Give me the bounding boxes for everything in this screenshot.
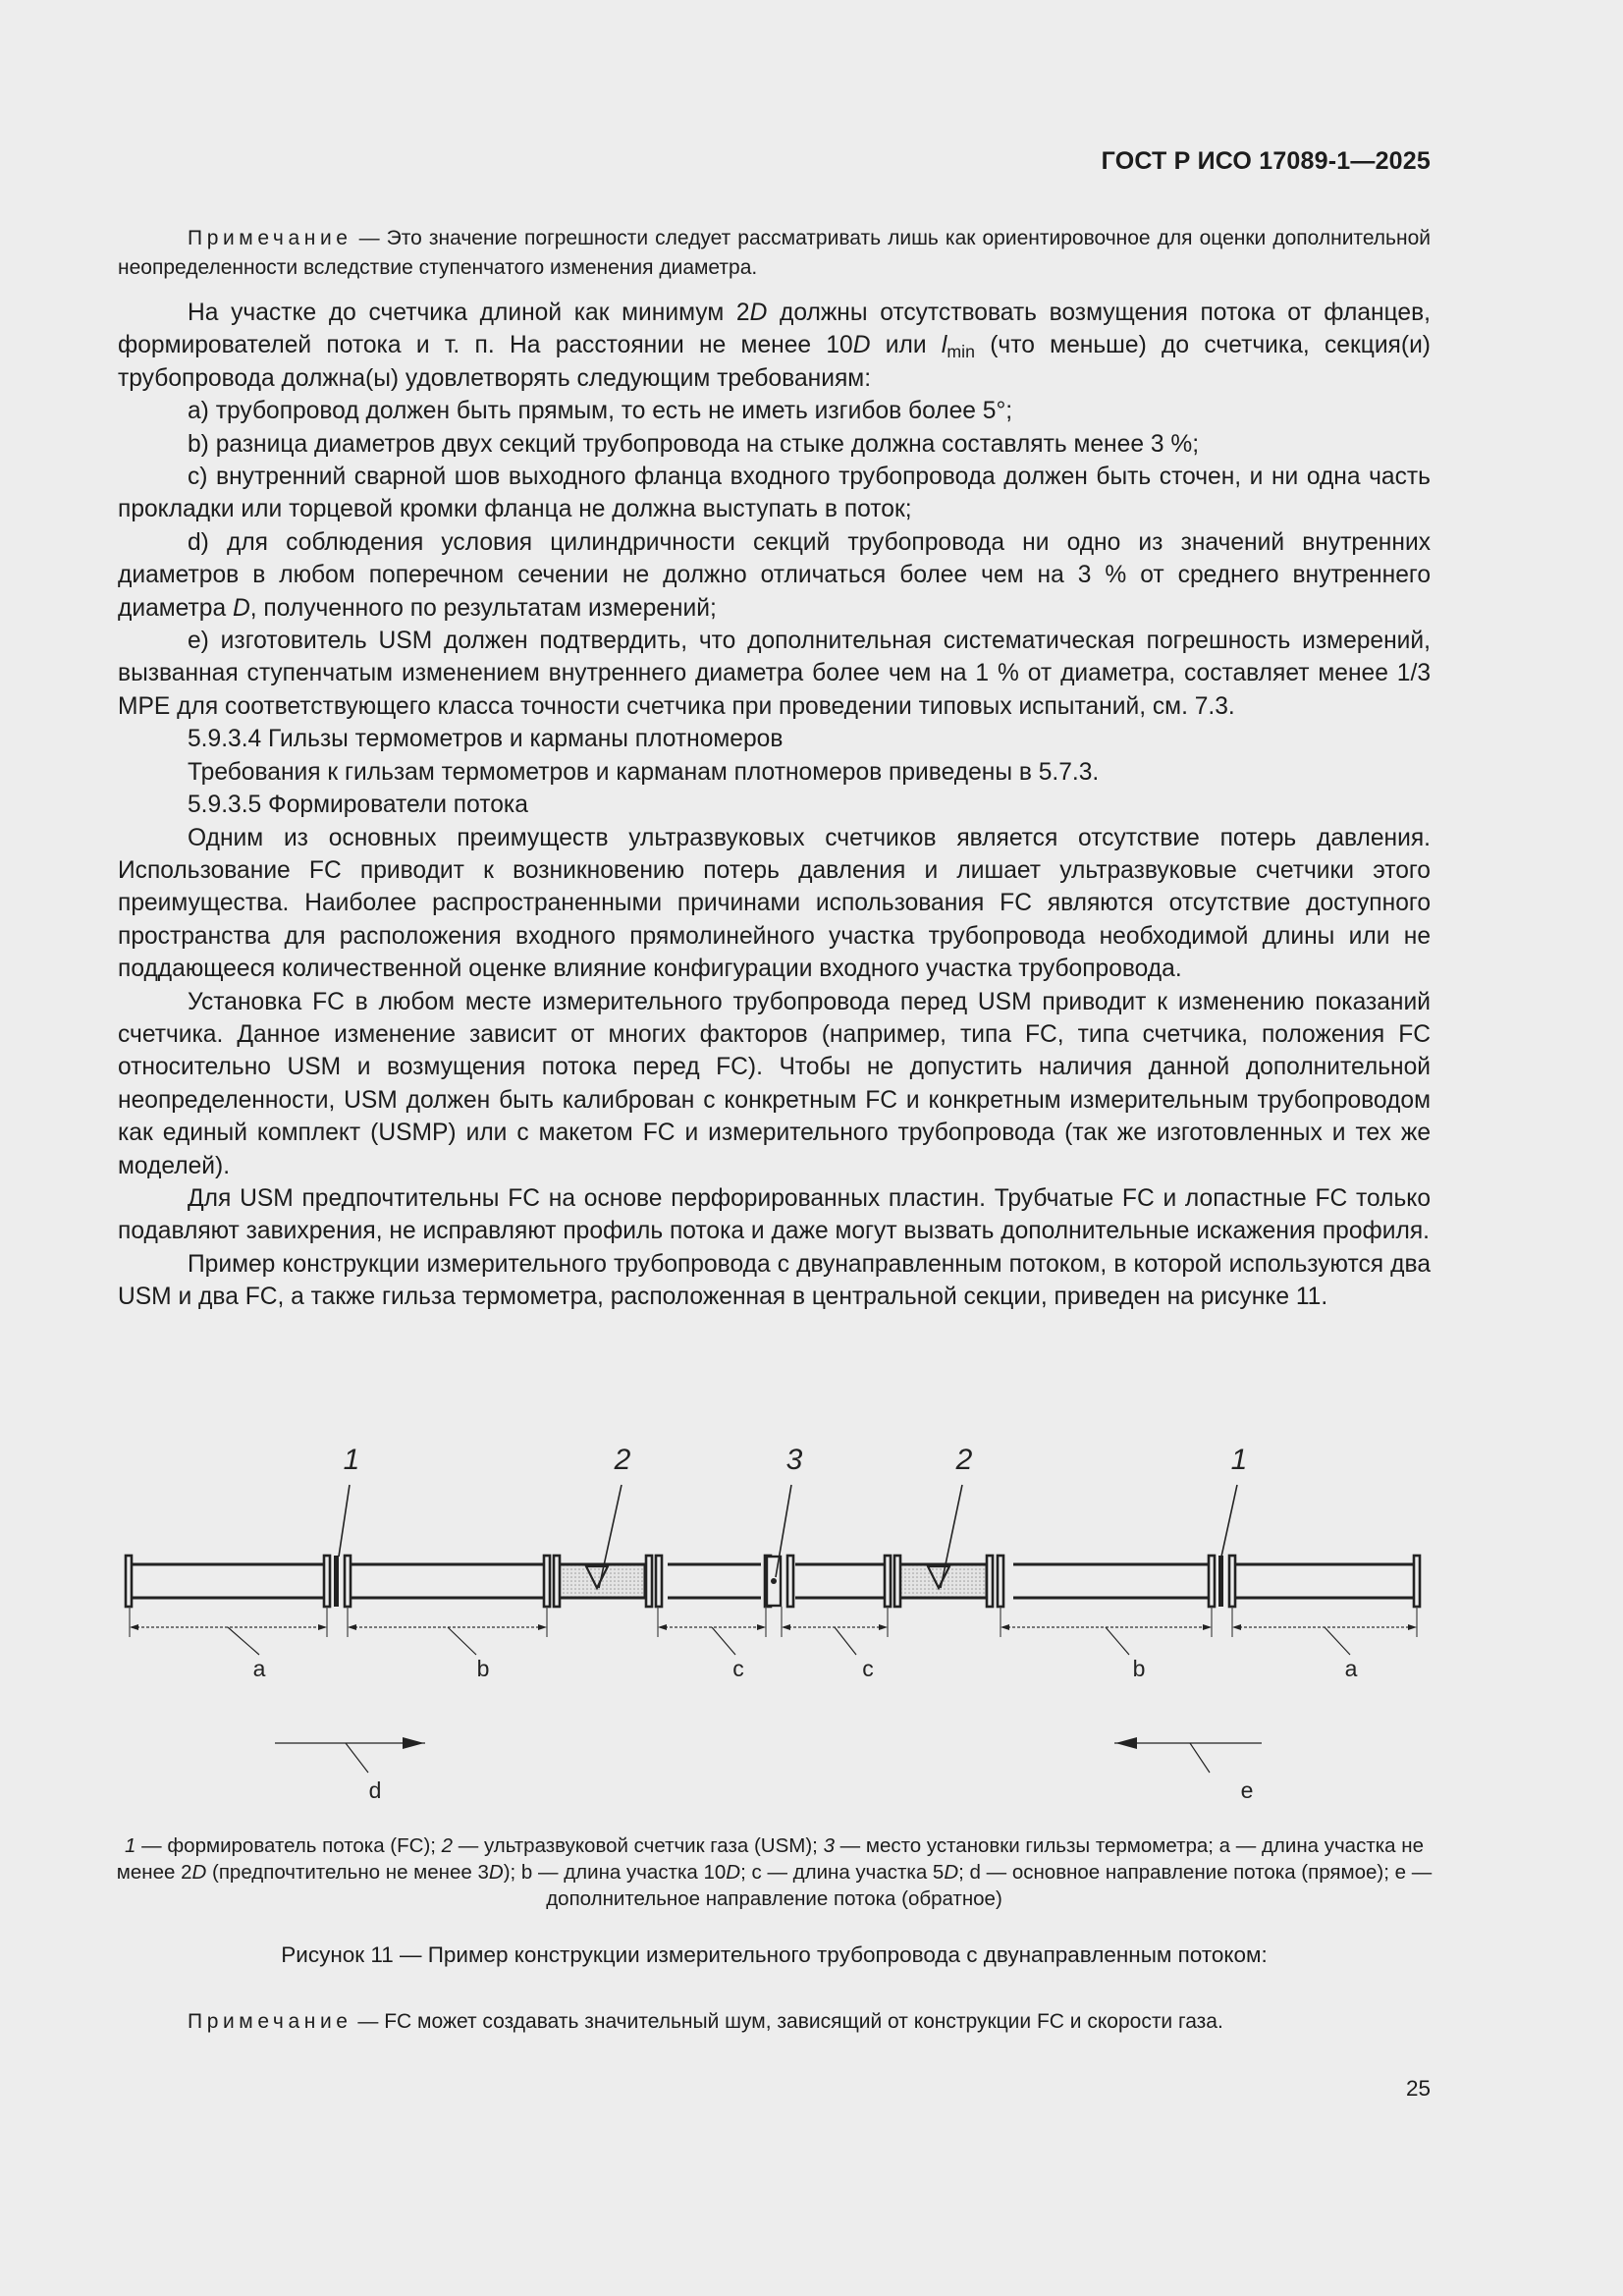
list-item-c: c) внутренний сварной шов выходного фланца входного трубопровода должен быть сточен, и ни одна часть прокладки или торцевой кромки фланца не должна выступать в поток; (118, 464, 1431, 523)
list-item-a: а) трубопровод должен быть прямым, то есть не иметь изгибов более 5°; (188, 398, 1013, 425)
dim-label-c-left: c (732, 1656, 744, 1681)
var-d: D (233, 594, 250, 622)
text-run: — место установки гильзы термометра; а — длина участка не менее 2 (116, 1834, 1424, 1884)
var-l: l (941, 332, 947, 359)
callout-2-right: 2 (955, 1444, 973, 1476)
text-run: ); b — длина участка 10 (503, 1861, 727, 1884)
text-run: — формирователь потока (FC); (135, 1834, 442, 1857)
section-5935-para-1: Одним из основных преимуществ ультразвуковых счетчиков является отсутствие потерь давления. Использование FC приводит к возникновению потерь давления и лишает ультразвуковые счетчики этого преимущества. Наиболее распространенными причинами использования FC являются отсутствие доступного пространства для расположения входного прямолинейного участка трубопровода необходимой длины или не поддающееся количественной оценке влияние конфигурации входного участка трубопровода. (118, 824, 1431, 983)
var-d: D (852, 332, 871, 359)
text-run: должны отсутствовать возмущения потока от фланцев, формирователей потока и т. п. На расстоянии не менее 10 (118, 300, 1432, 359)
note-text: — FC может создавать значительный шум, зависящий от конструкции FC и скорости газа. (352, 2010, 1223, 2033)
text-run: (что меньше) до счетчика, секция(и) трубопровода должна(ы) удовлетворять следующим требованиям: (118, 332, 1431, 392)
subscript-min: min (947, 342, 975, 362)
text-run: (предпочтительно не менее 3 (206, 1861, 489, 1884)
pipeline-diagram (118, 1434, 1434, 1807)
dim-label-b-left: b (476, 1656, 490, 1681)
text-run: или (870, 332, 942, 359)
note-2 (118, 2007, 1431, 2037)
var-d: D (944, 1861, 959, 1884)
figure-legend (114, 1832, 1434, 1912)
section-heading-5934: 5.9.3.4 Гильзы термометров и карманы плотномеров (188, 726, 784, 753)
var-d: D (726, 1861, 741, 1884)
callout-3: 3 (785, 1444, 803, 1476)
callout-1-left: 1 (343, 1444, 360, 1476)
callout-1-right: 1 (1230, 1444, 1248, 1476)
figure-11 (118, 1434, 1434, 1807)
figure-caption: Рисунок 11 — Пример конструкции измерительного трубопровода с двунаправленным потоком: (281, 1942, 1268, 1967)
flow-label-e: e (1240, 1777, 1254, 1803)
dim-label-c-right: c (862, 1656, 874, 1681)
section-5935-para-3: Для USM предпочтительны FC на основе перфорированных пластин. Трубчатые FC и лопастные FC только подавляют завихрения, не исправляют профиль потока и даже могут вызвать дополнительные искажения профиля. (118, 1184, 1431, 1245)
section-5935-para-2: Установка FC в любом месте измерительного трубопровода перед USM приводит к изменению показаний счетчика. Данное изменение зависит от многих факторов (например, типа FC, типа счетчика, положения FC относительно USM и возмущения потока перед FC). Чтобы не допустить наличия данной дополнительной неопределенности, USM должен быть калиброван с конкретным FC и конкретным измерительным трубопроводом как единый комплект (USMP) или с макетом FC и измерительного трубопровода (так же изготовленных и тех же моделей). (118, 988, 1431, 1179)
section-5934-text: Требования к гильзам термометров и карманам плотномеров приведены в 5.7.3. (188, 758, 1100, 786)
legend-num: 3 (823, 1834, 835, 1857)
legend-num: 1 (125, 1834, 136, 1857)
callout-2-left: 2 (614, 1444, 631, 1476)
text-run: — ультразвуковой счетчик газа (USM); (453, 1834, 824, 1857)
page-number: 25 (1405, 2076, 1431, 2101)
note-text: — Это значение погрешности следует рассматривать лишь как ориентировочное для оценки дополнительной неопределенности вследствие ступенчатого изменения диаметра. (118, 227, 1431, 279)
var-d: D (749, 300, 768, 326)
text-run: ; d — основное направление потока (прямое); е — дополнительное направление потока (обратное) (546, 1861, 1433, 1910)
document-header: ГОСТ Р ИСО 17089-1—2025 (1101, 147, 1431, 175)
paragraph-intro (118, 297, 1431, 395)
dim-label-b-right: b (1132, 1656, 1146, 1681)
body-text (118, 224, 1431, 1314)
list-item-d (118, 526, 1431, 625)
var-d: D (191, 1861, 207, 1884)
text-run: , полученного по результатам измерений; (249, 594, 717, 622)
text-run: ; с — длина участка 5 (740, 1861, 945, 1884)
text-run: На участке до счетчика длиной как минимум 2 (188, 300, 750, 326)
dim-label-a-left: a (252, 1656, 266, 1681)
flow-label-d: d (368, 1777, 382, 1803)
list-item-e: е) изготовитель USM должен подтвердить, что дополнительная систематическая погрешность измерений, вызванная ступенчатым изменением внутреннего диаметра более чем на 1 % от диаметра, составляет менее 1/3 MPE для соответствующего класса точности счетчика при проведении типовых испытаний, см. 7.3. (118, 628, 1431, 720)
flow-conditioner-plate (1218, 1556, 1223, 1607)
text-run: d) для соблюдения условия цилиндричности секций трубопровода ни одно из значений внутренних диаметров в любом поперечном сечении не должно отличаться более чем на 3 % от среднего внутреннего диаметра (118, 528, 1431, 622)
note-label: Примечание (188, 227, 352, 249)
legend-num: 2 (441, 1834, 454, 1857)
flow-conditioner-plate (334, 1556, 339, 1607)
section-heading-5935: 5.9.3.5 Формирователи потока (188, 792, 528, 819)
list-item-b: b) разница диаметров двух секций трубопровода на стыке должна составлять менее 3 %; (188, 430, 1200, 458)
note-1 (118, 224, 1431, 283)
dim-label-a-right: a (1344, 1656, 1358, 1681)
var-d: D (488, 1861, 504, 1884)
section-5935-para-4: Пример конструкции измерительного трубопровода с двунаправленным потоком, в которой используются два USM и два FC, а также гильза термометра, расположенная в центральной секции, приведен на рисунке 11. (118, 1250, 1431, 1311)
note-label: Примечание (188, 2010, 352, 2033)
